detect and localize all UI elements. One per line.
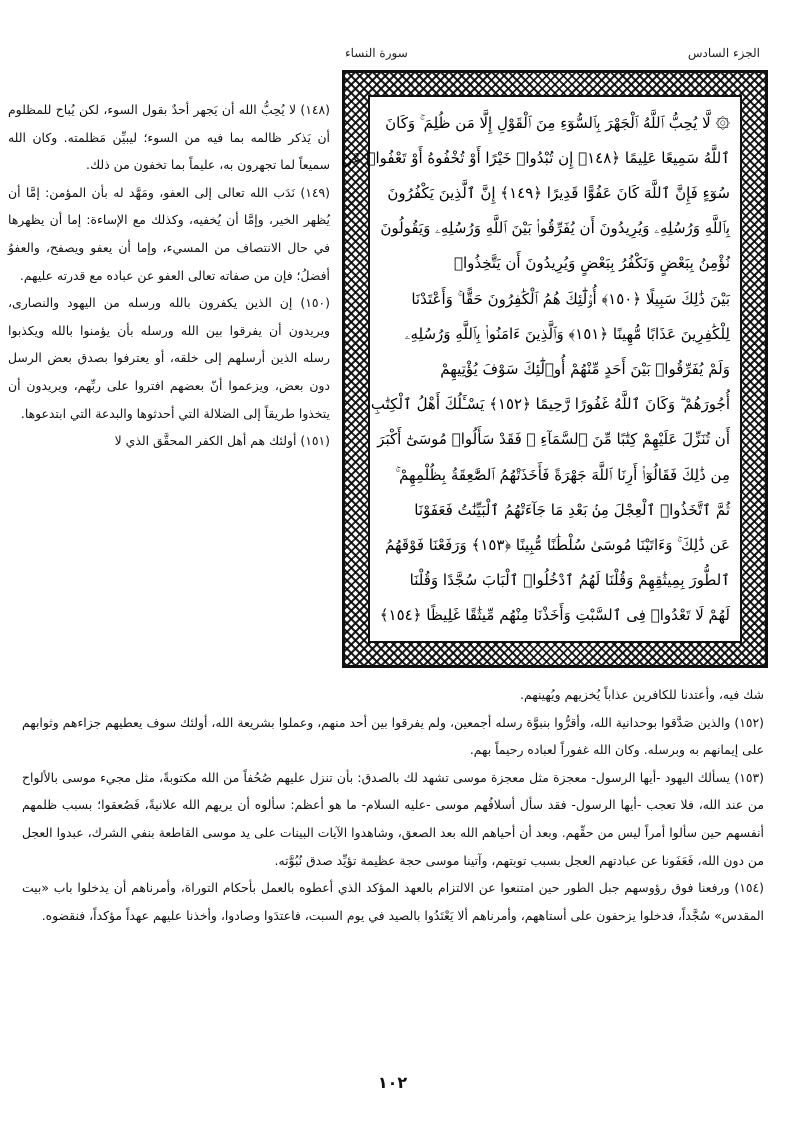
quran-line: لِلْكَٰفِرِينَ عَذَابًا مُّهِينًا ﴿١٥١﴾ وَٱلَّذِينَ ءَامَنُوا۟ بِٱللَّهِ وَرُسُلِهِۦ bbox=[404, 324, 730, 343]
tafsir-paragraph: (١٥٤) ورفعنا فوق رؤوسهم جبل الطور حين امتنعوا عن الالتزام بالعهد المؤكد الذي أعطوه بالعمل بأحكام التوراة، وأمرناهم أن يدخلوا باب «بيت المقدس» سُجَّداً، فدخلوا يزحفون على أستاههم، وأمرناهم ألا يَعْتَدُوا بالصيد في يوم السبت، فاعتدَوا وصادوا، وأخذنا عليهم عهداً مؤكداً، فنقضوه. bbox=[22, 880, 764, 923]
quran-line: ۞ لَّا يُحِبُّ ٱللَّهُ ٱلْجَهْرَ بِٱلسُّوٓءِ مِنَ ٱلْقَوْلِ إِلَّا مَن ظُلِمَ ۚ وَكَانَ bbox=[385, 113, 730, 132]
quran-text-box bbox=[341, 95, 742, 643]
quran-line: لَهُمْ لَا تَعْدُوا۟ فِى ٱلسَّبْتِ وَأَخَذْنَا مِنْهُم مِّيثَٰقًا غَلِيظًا ﴿١٥٤﴾ bbox=[379, 606, 730, 625]
quran-line: ٱللَّهُ سَمِيعًا عَلِيمًا ﴿١٤٨﴾ إِن تُبْدُوا۟ خَيْرًا أَوْ تُخْفُوهُ أَوْ تَعْفُوا۟ عَن bbox=[341, 148, 730, 167]
tafsir-paragraph: (١٤٩) نَدَب الله تعالى إلى العفو، ومَهَّد له بأن المؤمن: إمَّا أن يُظهر الخير، وإمَّا أن يُخفيه، وكذلك مع الإساءة: إما أن يظهرها في حال الانتصاف من المسيء، وإما أن يعفو ويصفح، والعفوُ أفضلُ؛ فإن من صفاته تعالى العفو عن عباده مع قدرته عليهم. bbox=[8, 184, 330, 283]
quran-line: مِن ذَٰلِكَ فَقَالُوٓا۟ أَرِنَا ٱللَّهَ جَهْرَةً فَأَخَذَتْهُمُ ٱلصَّٰعِقَةُ بِظُلْمِهِمْ ۚ bbox=[395, 465, 730, 484]
quran-line: نُؤْمِنُ بِبَعْضٍ وَنَكْفُرُ بِبَعْضٍ وَيُرِيدُونَ أَن يَتَّخِذُوا۟ bbox=[453, 254, 730, 273]
quran-line: ثُمَّ ٱتَّخَذُوا۟ ٱلْعِجْلَ مِنۢ بَعْدِ مَا جَآءَتْهُمُ ٱلْبَيِّنَٰتُ فَعَفَوْنَا bbox=[414, 500, 730, 519]
tafsir-paragraph: (١٥٣) يسألك اليهود -أيها الرسول- معجزة مثل معجزة موسى تشهد لك بالصدق: بأن تنزل عليهم صُحُفاً من الله مكتوبةً، مثل مجيء موسى بالألواح من عند الله، فلا تعجب -أيها الرسول- فقد سأل أسلافُهم موسى -عليه السلام- ما هو أعظم: سألوه أن يريهم الله علانيةً، فَصُعقوا؛ بسبب ظلمهم أنفسهم حين سألوا أمراً ليس من حقِّهم. وبعد أن أحياهم الله بعد الصعق، وشاهدوا الآيات البينات على يد موسى القاطعة بنفي الشرك، عبدوا العجل من دون الله، فَعَفَونا عن عبادتهم العجل بسبب توبتهم، وآتينا موسى حجة عظيمة تؤيِّد صدق نُبُوَّته. bbox=[22, 769, 764, 868]
quran-line: وَلَمْ يُفَرِّقُوا۟ بَيْنَ أَحَدٍ مِّنْهُمْ أُو۟لَٰٓئِكَ سَوْفَ يُؤْتِيهِمْ bbox=[440, 359, 730, 378]
tafsir-side-column bbox=[8, 96, 330, 455]
quran-line: عَن ذَٰلِكَ ۚ وَءَاتَيْنَا مُوسَىٰ سُلْطَٰنًا مُّبِينًا ﴿١٥٣﴾ وَرَفَعْنَا فَوْقَهُمُ bbox=[385, 535, 730, 554]
quran-frame bbox=[342, 70, 768, 668]
quran-line: ٱلطُّورَ بِمِيثَٰقِهِمْ وَقُلْنَا لَهُمُ ٱدْخُلُوا۟ ٱلْبَابَ سُجَّدًا وَقُلْنَا bbox=[409, 571, 730, 590]
tafsir-full-width bbox=[22, 681, 764, 929]
quran-line: أَن تُنَزِّلَ عَلَيْهِمْ كِتَٰبًا مِّنَ ٱلسَّمَآءِ ۚ فَقَدْ سَأَلُوا۟ مُوسَىٰٓ أَكْبَرَ bbox=[377, 430, 730, 449]
tafsir-paragraph: (١٥٠) إن الذين يكفرون بالله ورسله من اليهود والنصارى، ويريدون أن يفرقوا بين الله ورسله بأن يؤمنوا بالله ويكذبوا رسله الذين أرسلهم إلى خلقه، أو يعترفوا بصدق بعض الرسل دون بعض، ويزعموا أنّ بعضهم افتروا على ربِّهم، ويريدون أن يتخذوا طريقاً إلى الضلالة التي أحدثوها والبدعة التي ابتدعوها. bbox=[8, 295, 330, 421]
quran-line: سُوٓءٍ فَإِنَّ ٱللَّهَ كَانَ عَفُوًّا قَدِيرًا ﴿١٤٩﴾ إِنَّ ٱلَّذِينَ يَكْفُرُونَ bbox=[387, 183, 730, 202]
quran-line: أُجُورَهُمْ ۗ وَكَانَ ٱللَّهُ غَفُورًا رَّحِيمًا ﴿١٥٢﴾ يَسْـَٔلُكَ أَهْلُ ٱلْكِتَٰبِ bbox=[370, 395, 730, 414]
quran-line: بَيْنَ ذَٰلِكَ سَبِيلًا ﴿١٥٠﴾ أُو۟لَٰٓئِكَ هُمُ ٱلْكَٰفِرُونَ حَقًّا ۚ وَأَعْتَدْنَا bbox=[411, 289, 730, 308]
juz-title: الجزء السادس bbox=[687, 46, 760, 60]
tafsir-paragraph: شك فيه، وأعتدنا للكافرين عذاباً يُخزيهم ويُهينهم. bbox=[520, 687, 764, 702]
surah-title: سورة النساء bbox=[345, 46, 408, 60]
page-number: ١٠٢ bbox=[377, 1073, 408, 1092]
tafsir-paragraph: (١٤٨) لا يُحِبُّ الله أن يَجهر أحدٌ بقول السوء، لكن يُباح للمظلوم أن يَذكر ظالمه بما فيه من السوء؛ ليبيِّن مَظلمته. وكان الله سميعاً لما تجهرون به، عليماً بما تخفون من ذلك. bbox=[8, 102, 330, 173]
quran-line: بِٱللَّهِ وَرُسُلِهِۦ وَيُرِيدُونَ أَن يُفَرِّقُوا۟ بَيْنَ ٱللَّهِ وَرُسُلِهِۦ وَيَقُولُونَ bbox=[380, 219, 730, 238]
tafsir-paragraph: (١٥١) أولئك هم أهل الكفر المحقَّق الذي لا bbox=[114, 433, 330, 449]
tafsir-paragraph: (١٥٢) والذين صَدَّقوا بوحدانية الله، وأقرُّوا بنبوَّة رسله أجمعين، ولم يفرقوا بين أحد منهم، وعملوا بشريعة الله، أولئك سوف يعطيهم جزاءهم وثوابهم على إيمانهم به وبرسله. وكان الله غفوراً لعباده رحيماً بهم. bbox=[22, 714, 764, 758]
